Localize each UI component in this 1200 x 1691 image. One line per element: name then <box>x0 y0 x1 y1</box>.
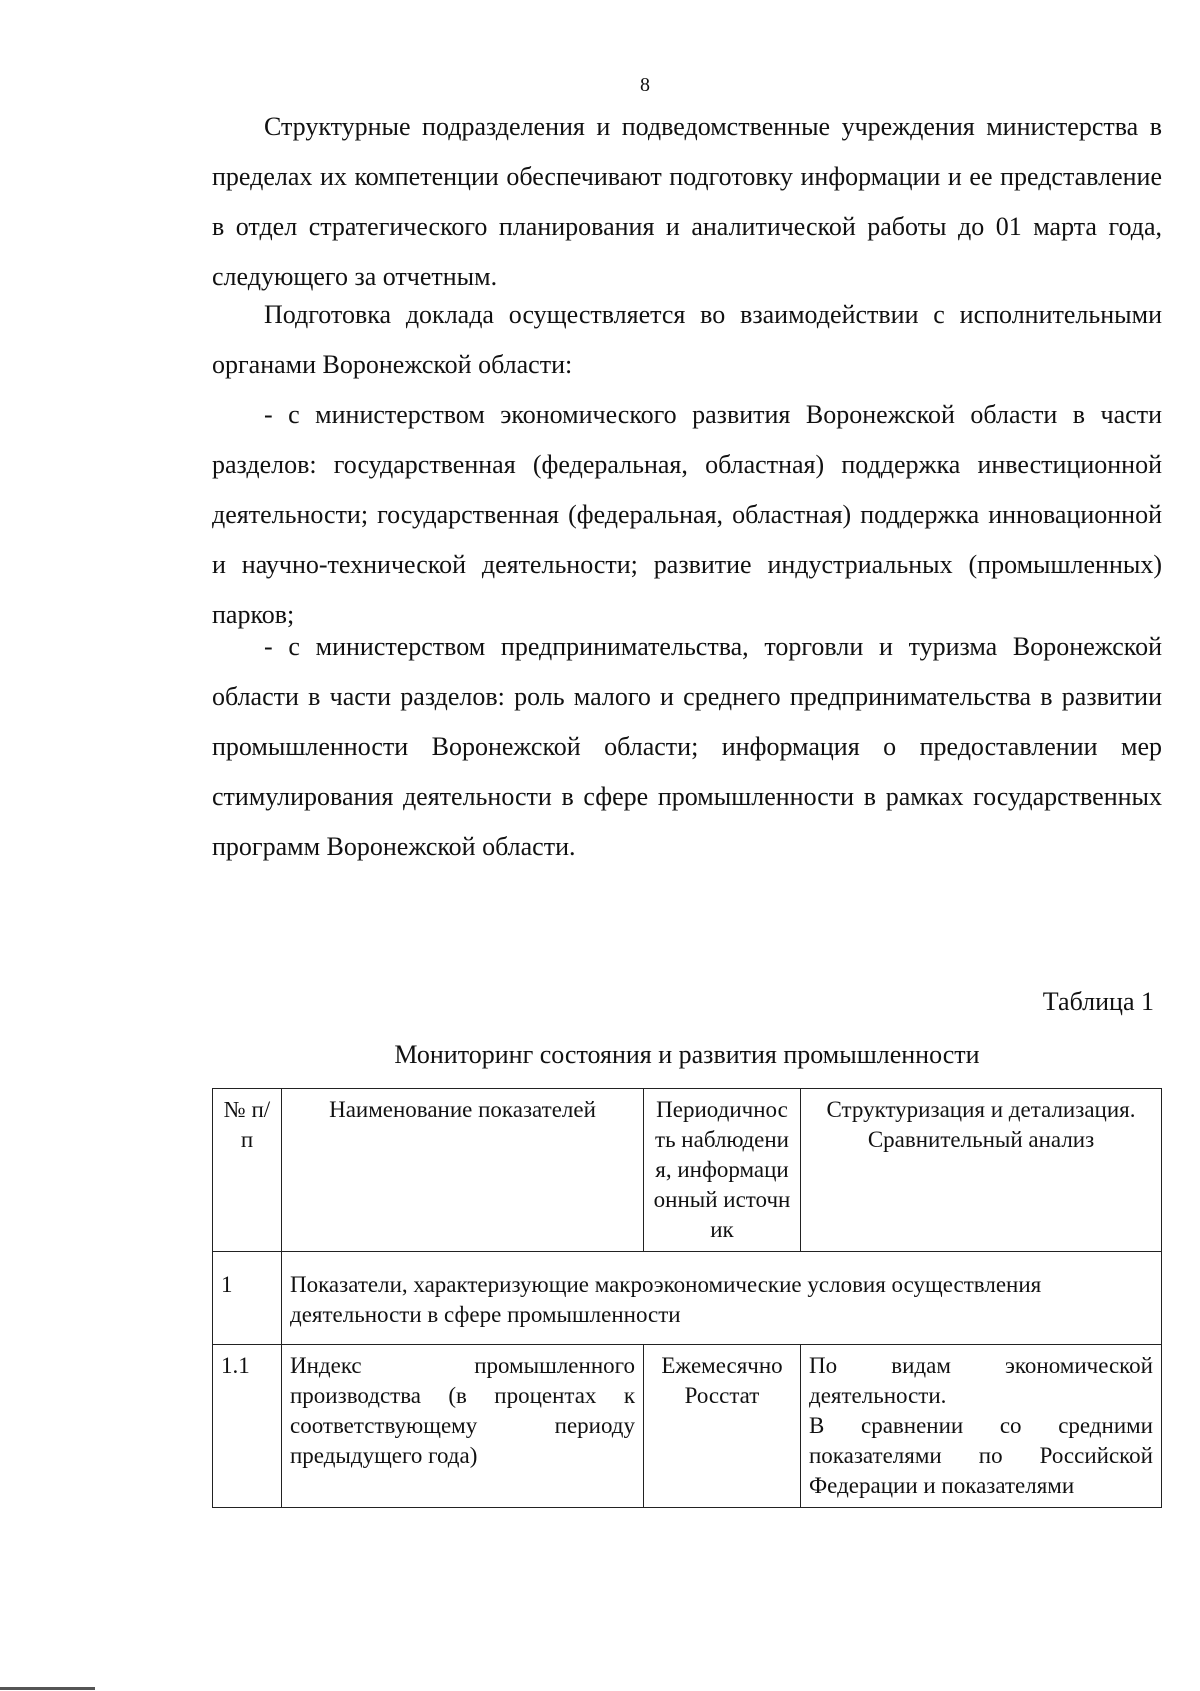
monitoring-table <box>212 1088 1162 1508</box>
section-text: Показатели, характеризующие макроэкономические условия осуществления деятельности в сфере промышленности <box>282 1252 1162 1345</box>
section-num: 1 <box>213 1252 282 1345</box>
paragraph-ministry-business: - с министерством предпринимательства, торговли и туризма Воронежской области в части разделов: роль малого и среднего предпринимательства в развитии промышленности Воронежской области; информация о предоставлении мер стимулирования деятельности в сфере промышленности в рамках государственных программ Воронежской области. <box>212 632 1162 861</box>
header-periodicity: Периодичность наблюдения, информационный источник <box>644 1089 801 1252</box>
row-name: Индекс промышленного производства (в процентах к соответствующему периоду предыдущего года) <box>282 1345 644 1508</box>
table-caption: Таблица 1 <box>1042 987 1154 1016</box>
header-num: № п/п <box>213 1089 282 1252</box>
row-periodicity <box>644 1345 801 1508</box>
scan-edge-mark <box>0 1687 95 1690</box>
header-name: Наименование показателей <box>282 1089 644 1252</box>
paragraph-reporting: Структурные подразделения и подведомственные учреждения министерства в пределах их компетенции обеспечивают подготовку информации и ее представление в отдел стратегического планирования и аналитической работы до 01 марта года, следующего за отчетным. <box>212 112 1162 291</box>
table-title: Мониторинг состояния и развития промышленности <box>394 1040 980 1069</box>
paragraph-ministry-economy: - с министерством экономического развития Воронежской области в части разделов: государственная (федеральная, областная) поддержка инвестиционной деятельности; государственная (федеральная, областная) поддержка инновационной и научно-технической деятельности; развитие индустриальных (промышленных) парков; <box>212 400 1162 629</box>
table-section-row <box>213 1252 1162 1345</box>
header-structure: Структуризация и детализация. Сравнительный анализ <box>801 1089 1162 1252</box>
row-structure <box>801 1345 1162 1508</box>
table-header-row <box>213 1089 1162 1252</box>
table-row <box>213 1345 1162 1508</box>
row-periodicity-source: Росстат <box>684 1383 760 1408</box>
row-structure-line2: В сравнении со средними показателями по Российской Федерации и показателями <box>809 1413 1153 1498</box>
page-number: 8 <box>640 74 650 96</box>
row-periodicity-frequency: Ежемесячно <box>661 1353 783 1378</box>
row-num: 1.1 <box>213 1345 282 1508</box>
row-structure-line1: По видам экономической деятельности. <box>809 1353 1153 1408</box>
paragraph-interaction: Подготовка доклада осуществляется во взаимодействии с исполнительными органами Воронежской области: <box>212 300 1162 379</box>
